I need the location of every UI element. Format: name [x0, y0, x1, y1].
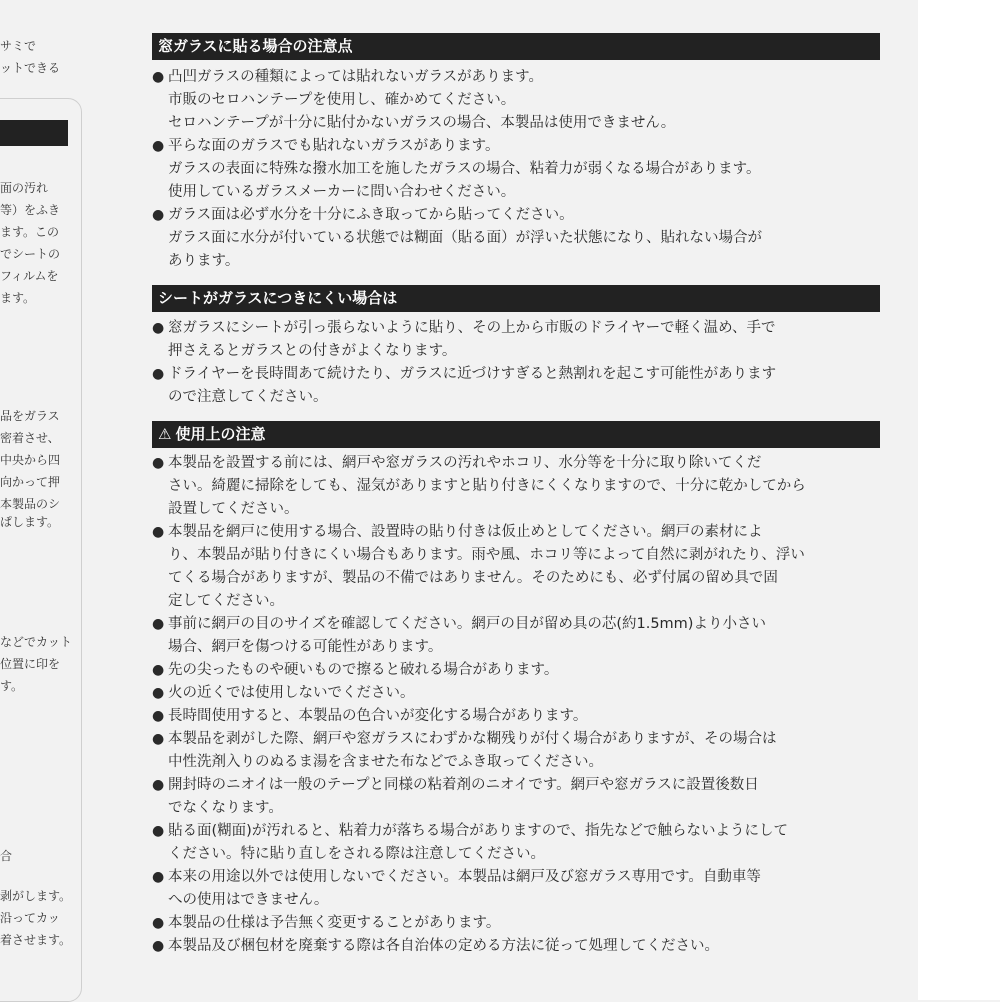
- section-header: [152, 33, 880, 60]
- notice-line: 先の尖ったものや硬いもので擦ると破れる場合があります。: [168, 662, 559, 678]
- notice-line: ガラスの表面に特殊な撥水加工を施したガラスの場合、粘着力が弱くなる場合があります。: [168, 161, 761, 177]
- main-content: [152, 33, 880, 958]
- notice-line: 押さえるとガラスとの付きがよくなります。: [168, 343, 457, 359]
- notice-item: [152, 774, 880, 820]
- notice-list: [152, 66, 880, 273]
- bullet-icon: ●: [152, 366, 165, 382]
- left-text-fragment: ます。: [0, 291, 36, 305]
- left-text-fragment: 着させます。: [0, 933, 72, 947]
- bullet-icon: ●: [152, 685, 165, 701]
- notice-line: 貼る面(糊面)が汚れると、粘着力が落ちる場合がありますので、指先などで触らないようにして: [168, 823, 789, 839]
- bullet-icon: ●: [152, 69, 165, 85]
- notice-line: 中性洗剤入りのぬるま湯を含ませた布などでふき取ってください。: [168, 754, 603, 770]
- left-text-fragment: 品をガラス: [0, 409, 60, 423]
- page-right-edge: [918, 0, 1000, 1000]
- left-text-fragment: 剥がします。: [0, 889, 72, 903]
- section-title: 使用上の注意: [175, 425, 266, 443]
- notice-line: 設置してください。: [168, 501, 299, 517]
- notice-item: [152, 912, 880, 935]
- notice-item: [152, 135, 880, 204]
- left-text-fragment: 向かって押: [0, 475, 61, 489]
- notice-line: 市販のセロハンテープを使用し、確かめてください。: [168, 92, 516, 108]
- left-text-fragment: す。: [0, 679, 24, 693]
- notice-line: でなくなります。: [168, 800, 283, 816]
- section-header: [152, 285, 880, 312]
- left-text-fragment: ットできる: [0, 61, 61, 75]
- left-text-fragment: 密着させ、: [0, 431, 60, 445]
- notice-item: [152, 935, 880, 958]
- notice-item: [152, 659, 880, 682]
- left-page-column: [0, 0, 100, 1000]
- bullet-icon: ●: [152, 207, 165, 223]
- notice-item: [152, 682, 880, 705]
- notice-line: 本来の用途以外では使用しないでください。本製品は網戸及び窓ガラス専用です。自動車等: [168, 869, 761, 885]
- left-text-fragment: ます。この: [0, 225, 60, 239]
- bullet-icon: ●: [152, 662, 165, 678]
- notice-line: 場合、網戸を傷つける可能性があります。: [168, 639, 443, 655]
- bullet-icon: ●: [152, 731, 165, 747]
- notice-list: [152, 452, 880, 958]
- left-text-fragment: ぱします。: [0, 515, 60, 529]
- bullet-icon: ●: [152, 823, 165, 839]
- notice-line: 定してください。: [168, 593, 284, 609]
- notice-item: [152, 728, 880, 774]
- notice-line: 使用しているガラスメーカーに問い合わせください。: [168, 184, 516, 200]
- notice-line: あります。: [168, 253, 240, 269]
- notice-line: 凸凹ガラスの種類によっては貼れないガラスがあります。: [168, 69, 543, 85]
- left-text-fragment: 合: [0, 849, 13, 863]
- notice-line: への使用はできません。: [168, 892, 329, 908]
- left-text-fragment: などでカット: [0, 635, 72, 649]
- notice-line: ガラス面は必ず水分を十分にふき取ってから貼ってください。: [168, 207, 574, 223]
- notice-line: 本製品を網戸に使用する場合、設置時の貼り付きは仮止めとしてください。網戸の素材によ: [168, 524, 763, 540]
- notice-line: ガラス面に水分が付いている状態では糊面（貼る面）が浮いた状態になり、貼れない場合が: [168, 230, 763, 246]
- notice-line: 事前に網戸の目のサイズを確認してください。網戸の目が留め具の芯(約1.5mm)より小さい: [168, 616, 766, 632]
- notice-list: [152, 317, 880, 409]
- notice-line: 長時間使用すると、本製品の色合いが変化する場合があります。: [168, 708, 588, 724]
- section-usage-cautions: [152, 421, 880, 958]
- left-text-fragment: 中央から四: [0, 453, 61, 467]
- notice-item: [152, 521, 880, 613]
- left-text-fragment: 面の汚れ: [0, 181, 49, 195]
- notice-item: [152, 204, 880, 273]
- left-text-fragment: サミで: [0, 39, 37, 53]
- section-title: シートがガラスにつきにくい場合は: [158, 289, 398, 307]
- section-header: [152, 421, 880, 448]
- left-text-fragment: フィルムを: [0, 269, 59, 283]
- notice-line: り、本製品が貼り付きにくい場合もあります。雨や風、ホコリ等によって自然に剥がれたり、浮い: [168, 547, 805, 563]
- bullet-icon: ●: [152, 616, 165, 632]
- notice-item: [152, 66, 880, 135]
- notice-line: てくる場合がありますが、製品の不備ではありません。そのためにも、必ず付属の留め具で固: [168, 570, 778, 586]
- section-window-glass: [152, 33, 880, 273]
- notice-item: [152, 866, 880, 912]
- bullet-icon: ●: [152, 869, 165, 885]
- left-text-fragment: 沿ってカッ: [0, 911, 60, 925]
- notice-line: 開封時のニオイは一般のテープと同様の粘着剤のニオイです。網戸や窓ガラスに設置後数日: [168, 777, 759, 793]
- bullet-icon: ●: [152, 938, 165, 954]
- left-text-fragment: でシートの: [0, 247, 61, 261]
- notice-line: 窓ガラスにシートが引っ張らないように貼り、その上から市販のドライヤーで軽く温め、手で: [168, 320, 776, 336]
- notice-line: ので注意してください。: [168, 389, 328, 405]
- bullet-icon: ●: [152, 138, 165, 154]
- section-sheet-adhesion: [152, 285, 880, 409]
- left-section-header-bar: [0, 120, 68, 146]
- bullet-icon: ●: [152, 320, 165, 336]
- notice-line: 平らな面のガラスでも貼れないガラスがあります。: [168, 138, 500, 154]
- notice-item: [152, 613, 880, 659]
- notice-line: ください。特に貼り直しをされる際は注意してください。: [168, 846, 545, 862]
- notice-line: 本製品を設置する前には、網戸や窓ガラスの汚れやホコリ、水分等を十分に取り除いてくだ: [168, 455, 762, 471]
- notice-line: セロハンテープが十分に貼付かないガラスの場合、本製品は使用できません。: [168, 115, 676, 131]
- notice-item: [152, 705, 880, 728]
- bullet-icon: ●: [152, 524, 165, 540]
- notice-line: 本製品の仕様は予告無く変更することがあります。: [168, 915, 501, 931]
- notice-item: [152, 317, 880, 363]
- notice-item: [152, 820, 880, 866]
- bullet-icon: ●: [152, 915, 165, 931]
- left-text-fragment: 本製品のシ: [0, 497, 61, 511]
- left-text-fragment: 等）をふき: [0, 203, 61, 217]
- notice-item: [152, 363, 880, 409]
- left-text-fragment: 位置に印を: [0, 657, 61, 671]
- warning-triangle-icon: ⚠: [158, 425, 172, 443]
- notice-item: [152, 452, 880, 521]
- bullet-icon: ●: [152, 455, 165, 471]
- bullet-icon: ●: [152, 708, 165, 724]
- section-title: 窓ガラスに貼る場合の注意点: [158, 37, 353, 55]
- notice-line: 本製品を剥がした際、網戸や窓ガラスにわずかな糊残りが付く場合がありますが、その場合は: [168, 731, 777, 747]
- notice-line: 本製品及び梱包材を廃棄する際は各自治体の定める方法に従って処理してください。: [168, 938, 719, 954]
- bullet-icon: ●: [152, 777, 165, 793]
- notice-line: ドライヤーを長時間あて続けたり、ガラスに近づけすぎると熱割れを起こす可能性があります: [168, 366, 777, 382]
- notice-line: さい。綺麗に掃除をしても、湿気がありますと貼り付きにくくなりますので、十分に乾かしてから: [168, 478, 806, 494]
- notice-line: 火の近くでは使用しないでください。: [168, 685, 415, 701]
